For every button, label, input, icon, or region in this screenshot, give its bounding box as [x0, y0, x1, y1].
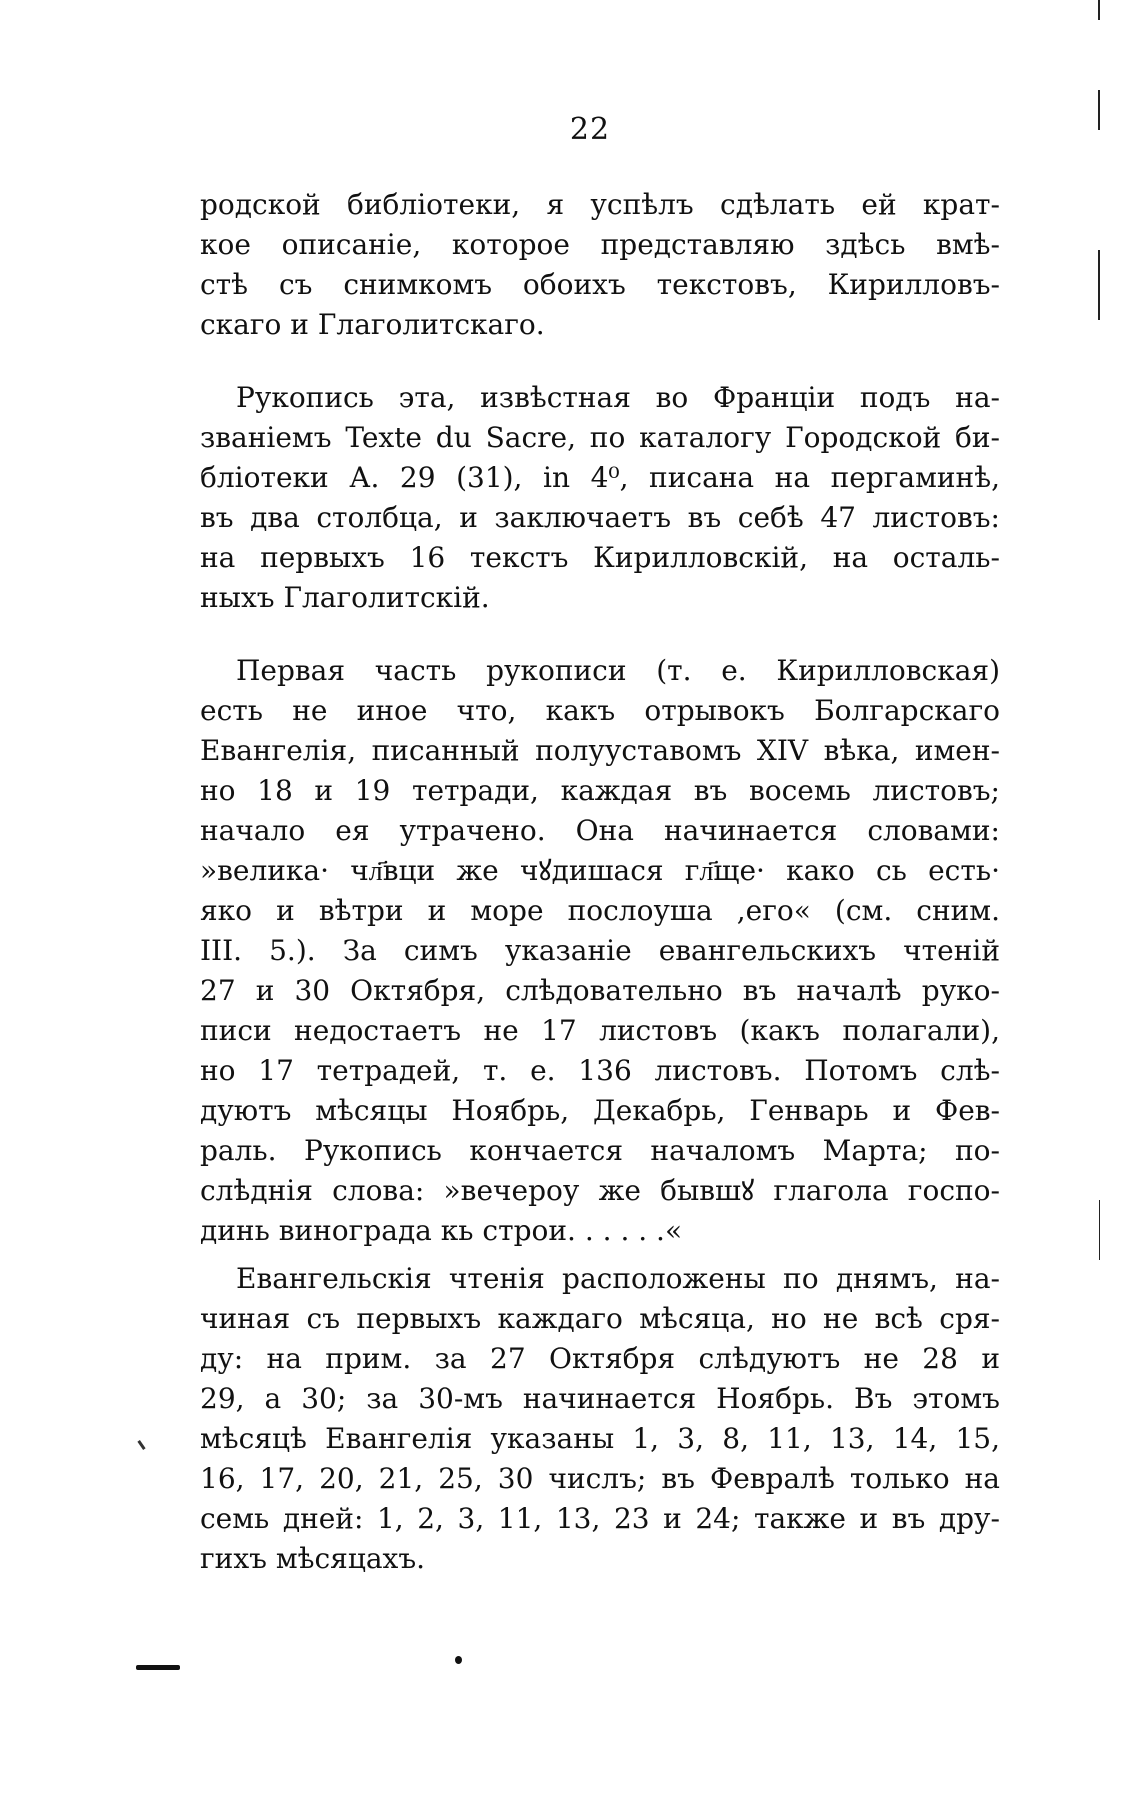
text-line: Первая часть рукописи (т. е. Кирилловская) — [236, 654, 1000, 687]
text-line: 27 и 30 Октября, слѣдовательно въ началѣ руко- — [200, 974, 1000, 1007]
text-line: яко и вѣтри и море послоуша ,его« (см. сним. — [200, 894, 1000, 927]
page-number: 22 — [569, 112, 611, 147]
paragraph-4 — [200, 1259, 1000, 1579]
text-line: слѣднія слова: »вечероу же бывшꙋ глагола госпо- — [200, 1174, 1000, 1207]
text-line: стѣ съ снимкомъ обоихъ текстовъ, Кирилловъ- — [200, 268, 1000, 301]
text-line: есть не иное что, какъ отрывокъ Болгарскаго — [200, 694, 1000, 727]
text-line: званіемъ Texte du Sacre, по каталогу Городской би- — [200, 421, 1000, 454]
text-line: III. 5.). За симъ указаніе евангельскихъ чтеній — [200, 934, 1000, 967]
stray-dot — [455, 1656, 462, 1664]
text-line: дуютъ мѣсяцы Ноябрь, Декабрь, Генварь и Фев- — [200, 1094, 1000, 1127]
text-line: чиная съ первыхъ каждаго мѣсяца, но не всѣ сря- — [200, 1302, 1000, 1335]
text-line: скаго и Глаголитскаго. — [200, 308, 545, 341]
stray-mark — [137, 1440, 145, 1450]
text-line: ду: на прим. за 27 Октября слѣдуютъ не 28 и — [200, 1342, 1000, 1375]
margin-rule — [1099, 1200, 1100, 1260]
paragraph-3 — [200, 651, 1000, 1251]
text-line: 29, а 30; за 30-мъ начинается Ноябрь. Въ этомъ — [200, 1382, 1000, 1415]
text-line: »велика· чл҃вци же чꙋдишася гл҃ще· како сь есть· — [200, 854, 1000, 887]
text-line: Евангельскія чтенія расположены по днямъ, на- — [236, 1262, 1000, 1295]
text-line: Рукопись эта, извѣстная во Франціи подъ на- — [236, 381, 1000, 414]
text-line: Евангелія, писанный полууставомъ XIV вѣка, имен- — [200, 734, 1000, 767]
text-line: динь винограда кь строи. . . . . .« — [200, 1214, 683, 1247]
text-line: писи недостаетъ не 17 листовъ (какъ полагали), — [200, 1014, 1000, 1047]
text-line: въ два столбца, и заключаетъ въ себѣ 47 листовъ: — [200, 501, 1000, 534]
margin-rule — [1098, 250, 1100, 320]
text-line: раль. Рукопись кончается началомъ Марта; по- — [200, 1134, 1000, 1167]
text-line: гихъ мѣсяцахъ. — [200, 1542, 426, 1575]
stray-dash — [136, 1665, 180, 1670]
text-line: начало ея утрачено. Она начинается словами: — [200, 814, 1000, 847]
text-line: семь дней: 1, 2, 3, 11, 13, 23 и 24; также и въ дру- — [200, 1502, 1000, 1535]
text-line: ныхъ Глаголитскій. — [200, 581, 490, 614]
text-line: но 17 тетрадей, т. е. 136 листовъ. Потомъ слѣ- — [200, 1054, 1000, 1087]
paragraph-1 — [200, 185, 1000, 345]
text-line: кое описаніе, которое представляю здѣсь вмѣ- — [200, 228, 1000, 261]
text-line: бліотеки А. 29 (31), in 4⁰, писана на пергаминѣ, — [200, 461, 1000, 494]
margin-rule — [1098, 0, 1100, 20]
text-line: мѣсяцѣ Евангелія указаны 1, 3, 8, 11, 13, 14, 15, — [200, 1422, 1000, 1455]
text-line: родской библіотеки, я успѣлъ сдѣлать ей крат- — [200, 188, 1000, 221]
text-line: 16, 17, 20, 21, 25, 30 числъ; въ Февралѣ только на — [200, 1462, 1000, 1495]
text-line: но 18 и 19 тетради, каждая въ восемь листовъ; — [200, 774, 1000, 807]
text-line: на первыхъ 16 текстъ Кирилловскій, на осталь- — [200, 541, 1000, 574]
body-text — [200, 185, 1000, 1612]
paragraph-2 — [200, 378, 1000, 618]
